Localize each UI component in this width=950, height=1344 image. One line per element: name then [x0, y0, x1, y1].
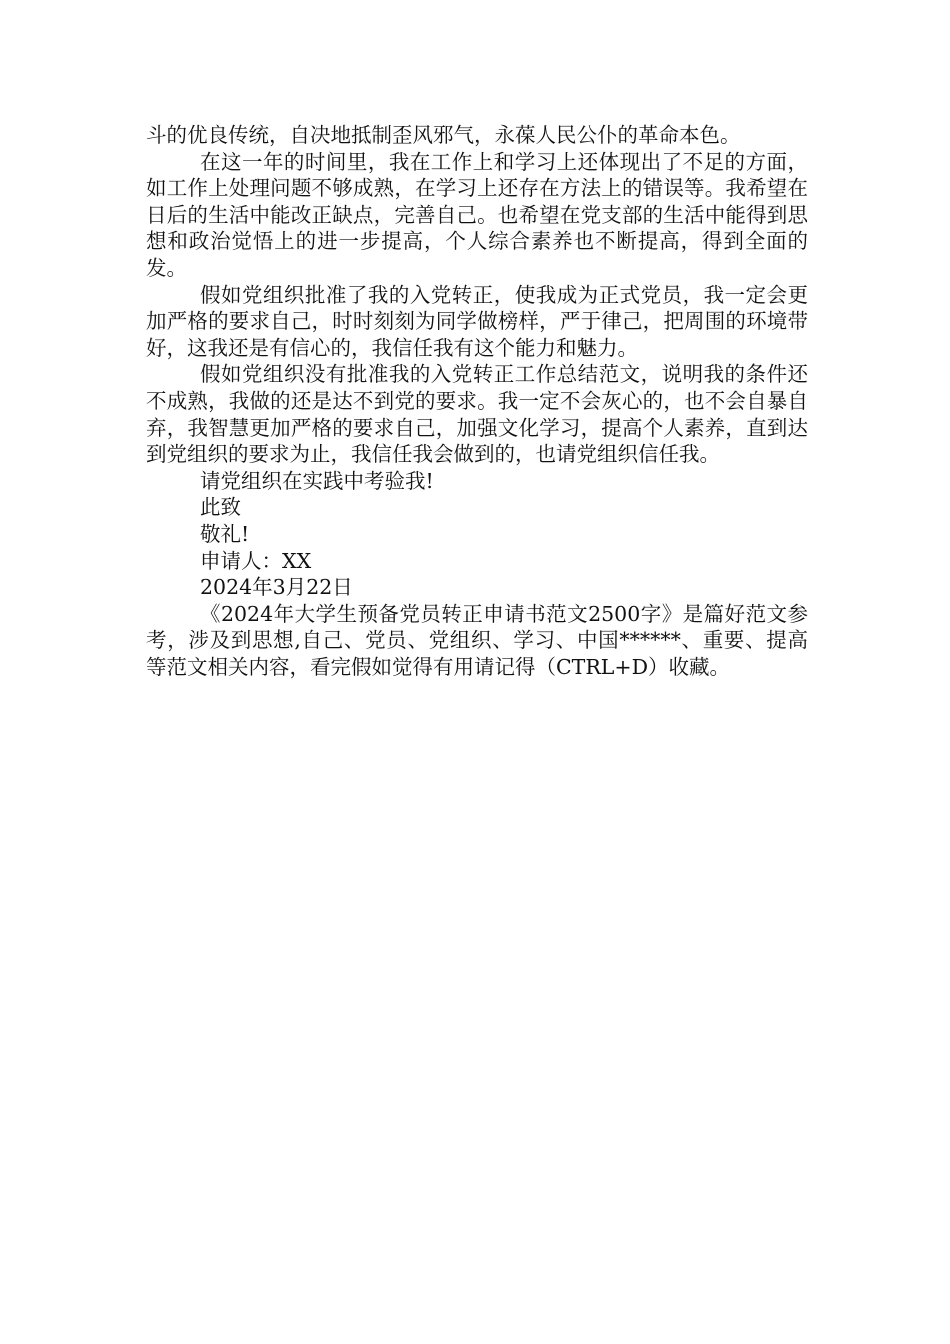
paragraph-continuation: 斗的优良传统，自决地抵制歪风邪气，永葆人民公仆的革命本色。 — [146, 123, 741, 147]
footer-note: 《2024年大学生预备党员转正申请书范文2500字》是篇好范文参考，涉及到思想,自己、党员、党组织、学习、中国******、重要、提高等范文相关内容，看完假如觉得有用请记得（CTRL+D）收藏。 — [146, 601, 808, 679]
closing-appeal: 请党组织在实践中考验我! — [200, 468, 434, 493]
paragraph-if-approved: 假如党组织批准了我的入党转正，使我成为正式党员，我一定会更加严格的要求自己，时时刻刻为同学做榜样，严于律己，把周围的环境带好，这我还是有信心的，我信任我有这个能力和魅力。 — [146, 282, 808, 360]
applicant-name: 申请人：XX — [200, 548, 312, 573]
closing-salutation-1: 此致 — [200, 495, 241, 520]
paragraph-shortcomings: 在这一年的时间里，我在工作上和学习上还体现出了不足的方面，如工作上处理问题不够成熟，在学习上还存在方法上的错误等。我希望在日后的生活中能改正缺点，完善自己。也希望在党支部的生活中能得到思想和政治觉悟上的进一步提高，个人综合素养也不断提高，得到全面的发。 — [146, 149, 808, 280]
document-page — [146, 122, 808, 680]
closing-salutation-2: 敬礼! — [200, 521, 250, 546]
paragraph-if-not-approved: 假如党组织没有批准我的入党转正工作总结范文，说明我的条件还不成熟，我做的还是达不到党的要求。我一定不会灰心的，也不会自暴自弃，我智慧更加严格的要求自己，加强文化学习，提高个人素养，直到达到党组织的要求为止，我信任我会做到的，也请党组织信任我。 — [146, 362, 808, 467]
application-date: 2024年3月22日 — [200, 575, 353, 600]
